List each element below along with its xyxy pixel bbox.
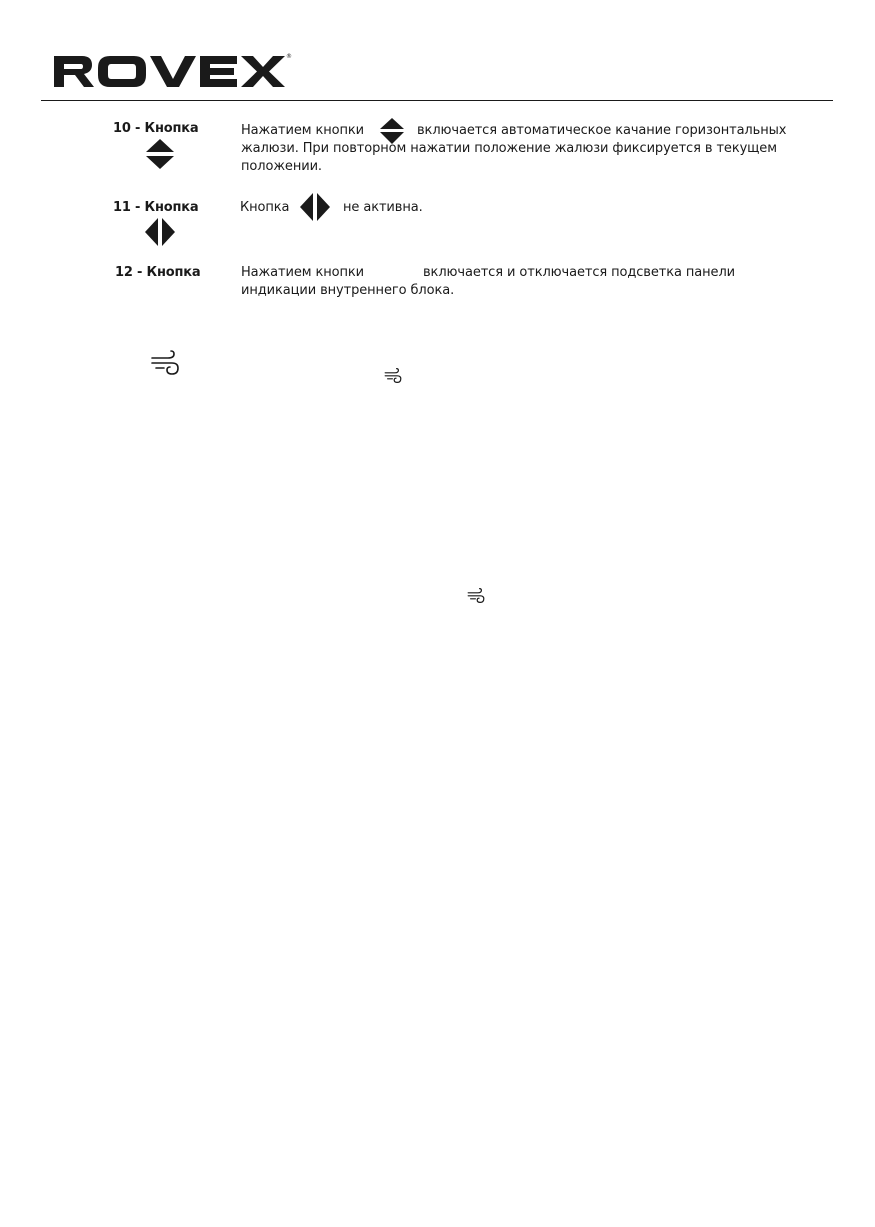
fan-wind-icon — [150, 350, 180, 380]
item-11-label: 11 - Кнопка — [113, 200, 199, 215]
item-12-text-before: Нажатием кнопки — [241, 265, 364, 280]
header-divider — [41, 100, 833, 101]
swing-horizontal-icon — [145, 218, 175, 246]
item-12-label: 12 - Кнопка — [115, 265, 201, 280]
item-10-text-after: включается автоматическое качание горизонтальных — [417, 123, 787, 138]
item-10-text-before: Нажатием кнопки — [241, 123, 364, 138]
item-10-line-1 — [241, 122, 364, 140]
item-12-line-2: индикации внутреннего блока. — [241, 283, 455, 298]
fan-wind-small-icon — [384, 368, 402, 386]
fan-wind-small-icon-2 — [467, 588, 485, 606]
item-10-label: 10 - Кнопка — [113, 121, 199, 136]
registered-mark: ® — [286, 53, 292, 60]
rovex-logo-mark — [52, 50, 292, 94]
item-12-text-after: включается и отключается подсветка панели — [423, 265, 736, 280]
item-11-text-after: не активна. — [343, 200, 423, 215]
item-10-line-3: положении. — [241, 159, 322, 174]
rovex-logo — [52, 50, 292, 94]
swing-vertical-icon — [145, 139, 175, 169]
item-10-line-2: жалюзи. При повторном нажатии положение жалюзи фиксируется в текущем — [241, 141, 777, 156]
swing-horizontal-inline-icon — [300, 193, 330, 221]
item-11-text-before: Кнопка — [240, 200, 290, 215]
